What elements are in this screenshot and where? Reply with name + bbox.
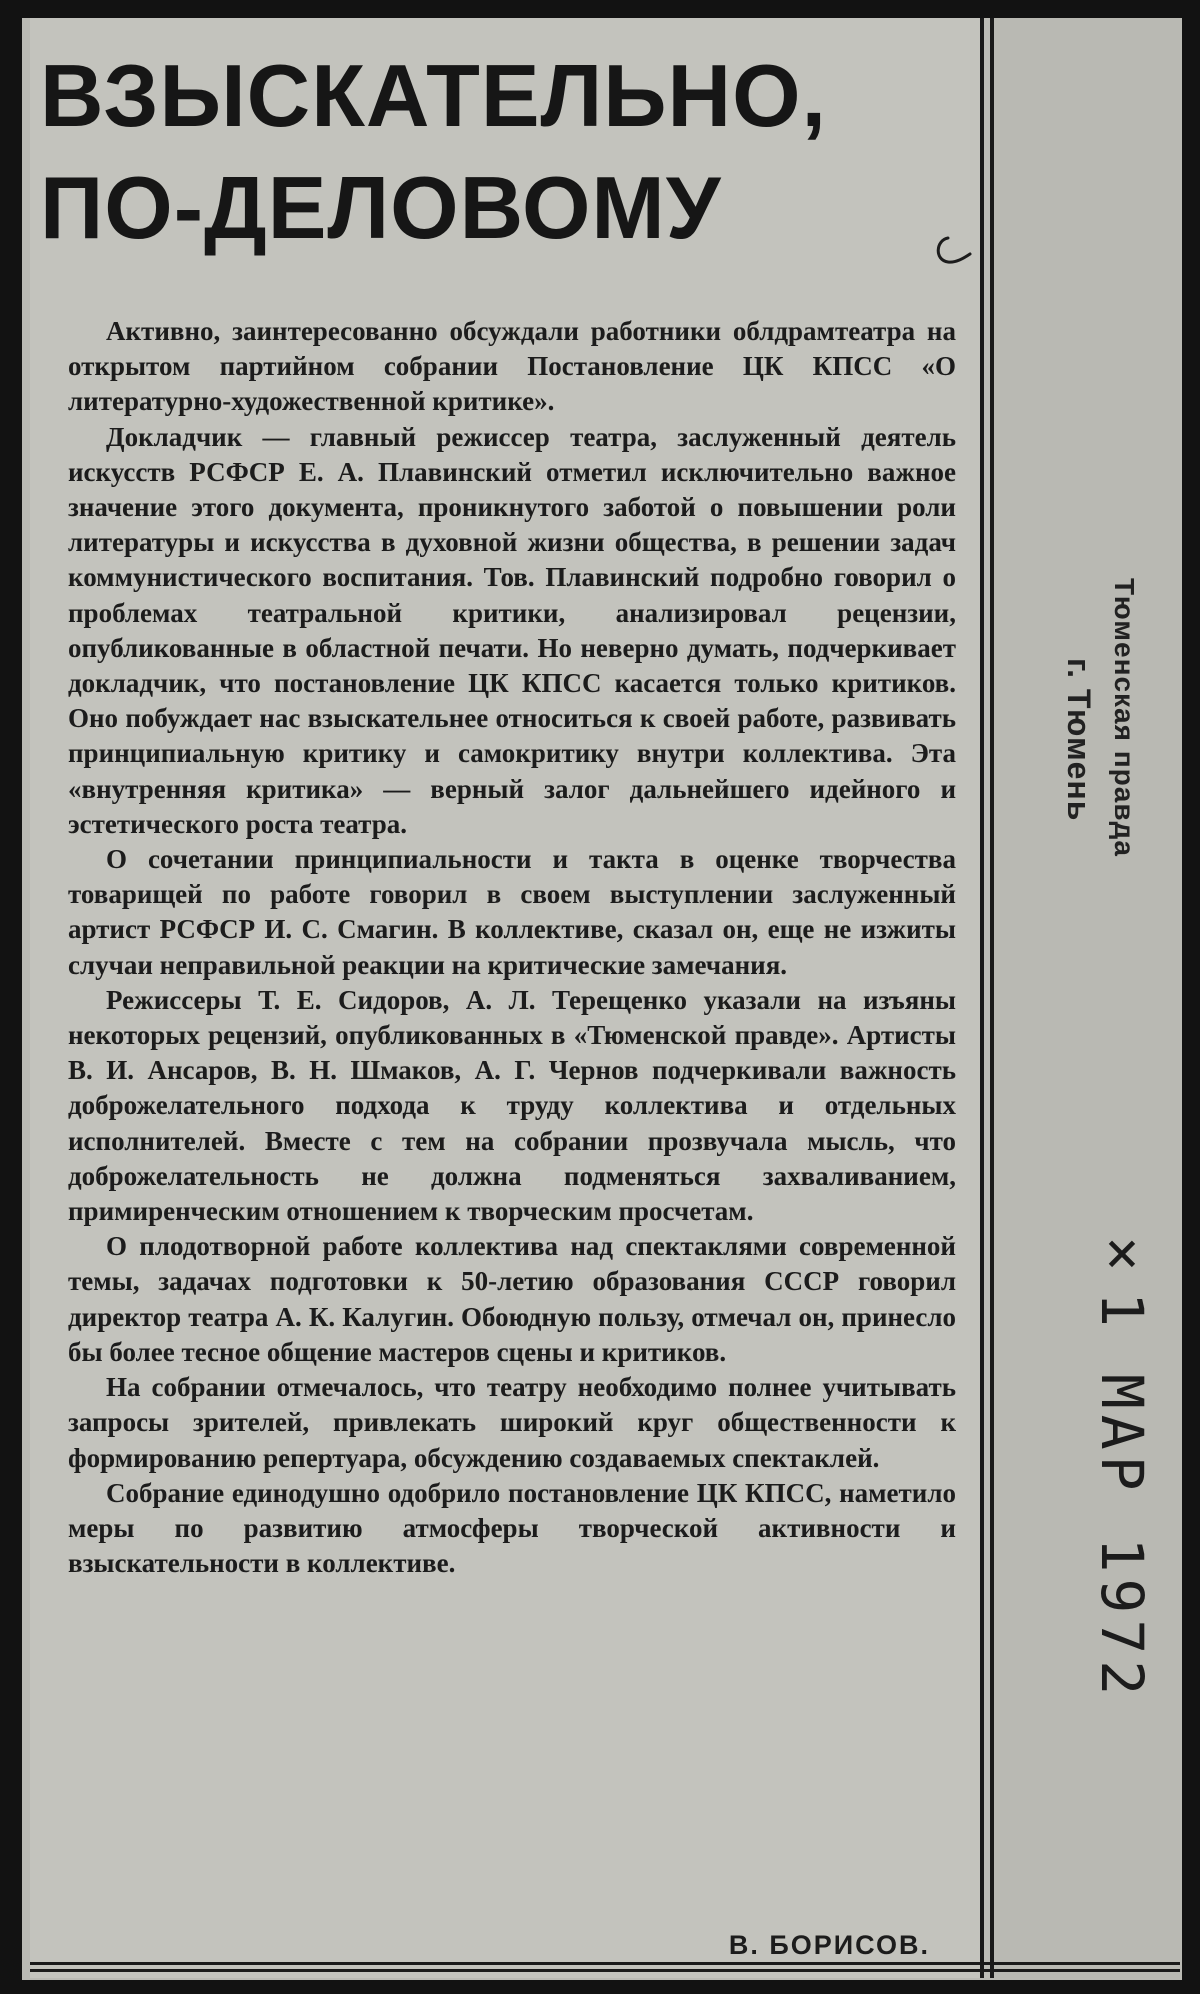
paragraph: На собрании отмечалось, что театру необходимо полнее учитывать запросы зрителей, привлекать широкий круг общественности к формированию репертуара, обсуждению создаваемых спектаклей. [68,1372,956,1473]
headline [40,40,970,264]
author-signature: В. БОРИСОВ. [728,1930,930,1960]
headline-line-1: ВЗЫСКАТЕЛЬНО, [40,46,827,145]
paragraph: Режиссеры Т. Е. Сидоров, А. Л. Терещенко указали на изъяны некоторых рецензий, опубликованных в «Тюменской правде». Артисты В. И. Ансаров, В. Н. Шмаков, А. Г. Чернов подчеркивали важность доброжелательного подхода к труду коллектива и отдельных исполнителей. Вместе с тем на собрании прозвучала мысль, что доброжелательность не должна подменяться захваливанием, примиренческим отношением к творческим просчетам. [68,984,956,1227]
city-stamp: г. Тюмень [1061,658,1097,822]
paragraph: Активно, заинтересованно обсуждали работники облдрамтеатра на открытом партийном собрании Постановление ЦК КПСС «О литературно-художественной критике». [68,316,956,417]
newspaper-clipping [30,18,988,1978]
bottom-rule [30,1962,1180,1972]
newspaper-sheet [22,18,1182,1980]
paragraph: О плодотворной работе коллектива над спектаклями современной темы, задачах подготовки к 50-летию образования СССР говорил директор театра А. К. Калугин. Обоюдную пользу, отмечал он, принесло бы более тесное общение мастеров сцены и критиков. [68,1231,956,1367]
paragraph: О сочетании принципиальности и такта в оценке творчества товарищей по работе говорил в своем выступлении заслуженный артист РСФСР И. С. Смагин. В коллективе, сказал он, еще не изжиты случаи неправильной реакции на критические замечания. [68,844,956,980]
source-stamp: Тюменская правда [1109,578,1140,857]
headline-line-2: ПО-ДЕЛОВОМУ [40,158,722,257]
paragraph: Собрание единодушно одобрило постановление ЦК КПСС, наметило меры по развитию атмосферы творческой активности и взыскательности в коллективе. [68,1477,956,1579]
date-stamp: ×1 МАР 1972 [1088,1218,1156,1702]
paragraph: Докладчик — главный режиссер театра, заслуженный деятель искусств РСФСР Е. А. Плавинский отметил исключительно важное значение этого документа, проникнутого заботой о повышении роли литературы и искусства в духовной жизни общества, в решении задач коммунистического воспитания. Тов. Плавинский подробно говорил о проблемах театральной критики, анализировал рецензии, опубликованные в областной печати. Но неверно думать, подчеркивает докладчик, что постановление ЦК КПСС касается только критиков. Оно побуждает нас взыскательнее относиться к своей работе, развивать принципиальную критику и самокритику внутри коллектива. Эта «внутренняя критика» — верный залог дальнейшего идейного и эстетического роста театра. [68,421,956,839]
pencil-check-mark [918,232,978,272]
article-body [68,314,956,1581]
column-rule [980,18,994,1978]
